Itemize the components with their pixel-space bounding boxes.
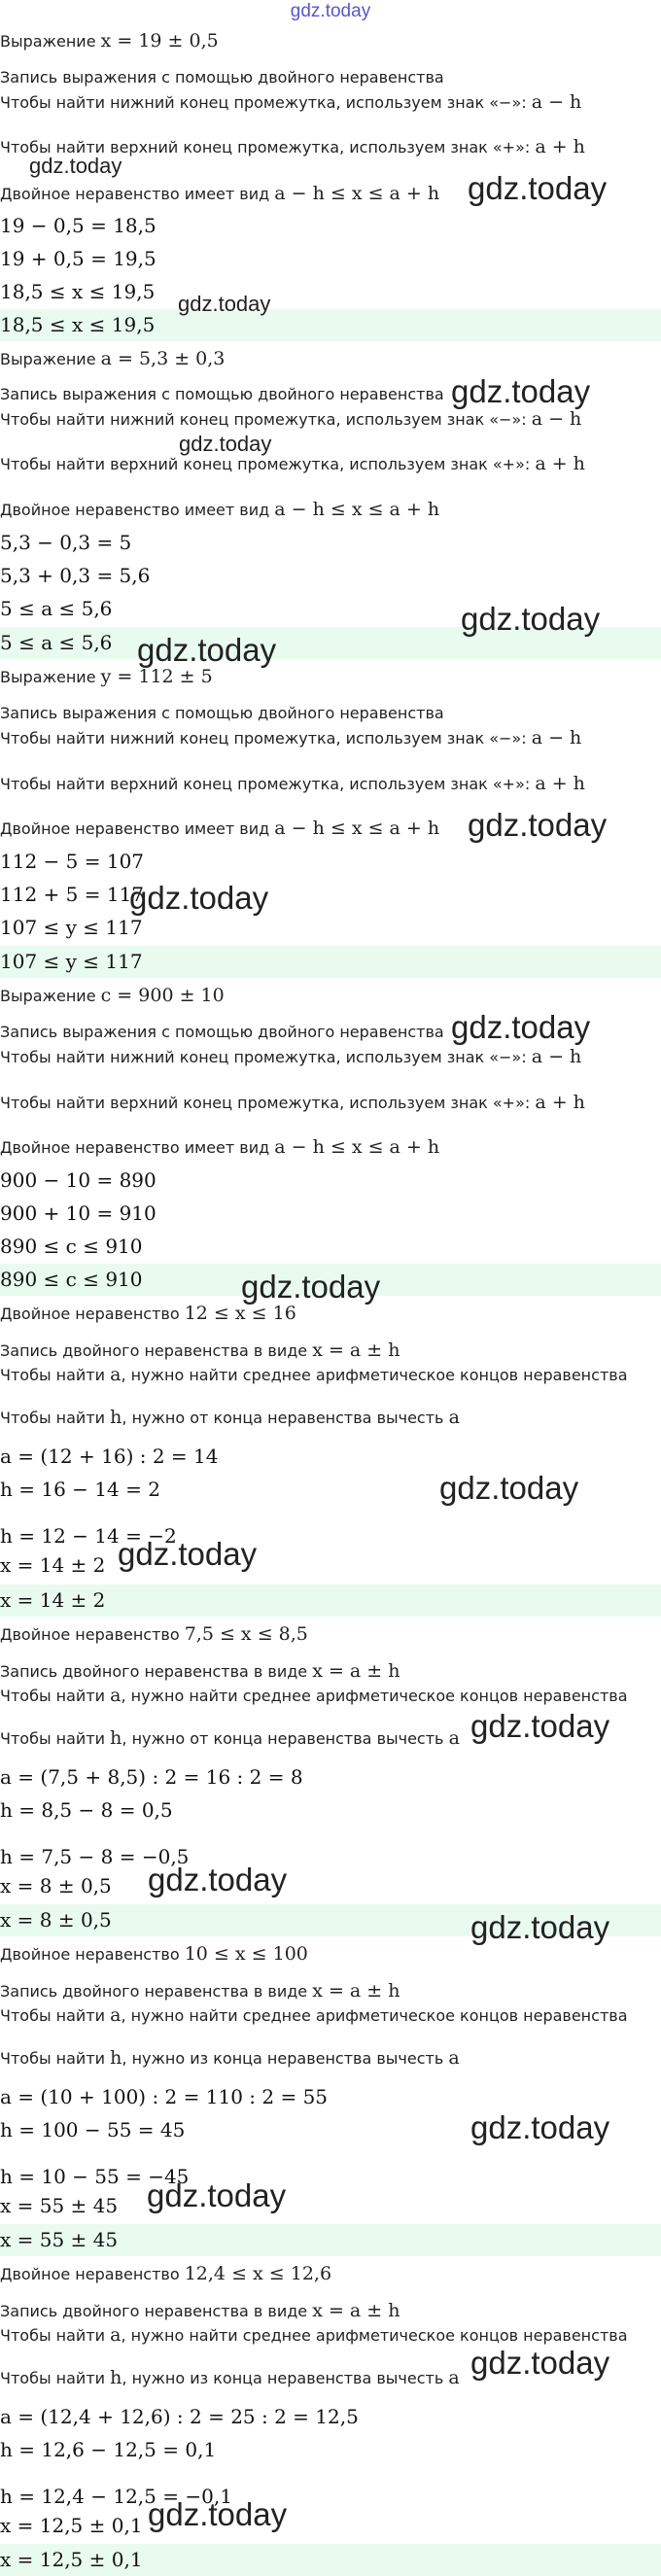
text-line <box>0 770 585 798</box>
math-line <box>0 914 143 941</box>
line-text: Запись выражения с помощью двойного неравенства <box>0 385 444 403</box>
line-text: a = (7,5 + 8,5) : 2 = 16 : 2 = 8 <box>0 1765 303 1789</box>
math-expression: a − h ≤ x ≤ a + h <box>274 499 440 520</box>
math-expression: x = 19 ± 0,5 <box>100 30 219 52</box>
line-text: Двойное неравенство имеет вид <box>0 819 275 838</box>
math-line <box>0 1200 157 1227</box>
math-expression: x = a ± h <box>312 1980 400 2002</box>
math-expression: a − h ≤ x ≤ a + h <box>274 183 440 204</box>
line-text: Двойное неравенство <box>0 1305 185 1323</box>
line-text: Чтобы найти верхний конец промежутка, используем знак «+»: <box>0 775 536 793</box>
watermark: gdz.today <box>179 432 272 456</box>
text-line <box>0 2364 460 2392</box>
math-line <box>0 212 157 239</box>
math-expression: a <box>448 1407 460 1428</box>
answer-text: 107 ≤ y ≤ 117 <box>0 950 143 973</box>
watermark: gdz.today <box>439 1470 579 1506</box>
math-line <box>0 1233 143 1260</box>
line-text: Чтобы найти верхний конец промежутка, используем знак «+»: <box>0 1094 536 1112</box>
watermark: gdz.today <box>470 1708 610 1744</box>
text-line <box>0 2260 331 2288</box>
text-line <box>0 700 444 727</box>
math-line <box>0 245 157 272</box>
text-line <box>0 27 219 55</box>
text-line <box>0 1940 308 1968</box>
math-line <box>0 2512 143 2539</box>
watermark: gdz.today <box>470 2109 610 2145</box>
math-expression: a <box>110 1685 122 1706</box>
math-expression: a <box>110 2004 122 2026</box>
text-line <box>0 345 225 373</box>
answer-text: x = 55 ± 45 <box>0 2228 119 2251</box>
line-text: 900 + 10 = 910 <box>0 1201 157 1225</box>
text-line <box>0 1043 581 1071</box>
text-line <box>0 724 581 752</box>
math-line <box>0 1166 157 1194</box>
text-line <box>0 1019 444 1046</box>
math-expression: 10 ≤ x ≤ 100 <box>184 1943 308 1965</box>
line-text: Двойное неравенство имеет вид <box>0 501 275 519</box>
math-expression: x = a ± h <box>312 1660 400 1682</box>
watermark: gdz.today <box>137 632 277 668</box>
math-expression: h <box>110 1407 122 1428</box>
line-text: h = 7,5 − 8 = −0,5 <box>0 1845 190 1868</box>
text-line <box>0 133 585 161</box>
line-text: Запись двойного неравенства в виде <box>0 1341 313 1360</box>
math-expression: a <box>448 1727 460 1749</box>
line-text: a = (12 + 16) : 2 = 14 <box>0 1445 219 1468</box>
text-line <box>0 1620 308 1649</box>
math-line <box>0 2403 359 2430</box>
line-text: Чтобы найти <box>0 2049 111 2068</box>
watermark: gdz.today <box>468 807 608 843</box>
line-text: x = 12,5 ± 0,1 <box>0 2514 143 2537</box>
watermark: gdz.today <box>468 170 608 206</box>
line-text: Запись выражения с помощью двойного неравенства <box>0 1023 444 1041</box>
math-line <box>0 2436 216 2463</box>
line-text: Чтобы найти <box>0 2326 111 2345</box>
math-line <box>0 2163 189 2190</box>
math-expression: c = 900 ± 10 <box>100 985 225 1006</box>
answer-highlight <box>0 2544 661 2576</box>
watermark: gdz.today <box>451 1009 591 1045</box>
math-line <box>0 595 112 622</box>
line-text: a = (10 + 100) : 2 = 110 : 2 = 55 <box>0 2085 329 2108</box>
text-line <box>0 2321 628 2350</box>
line-text: h = 16 − 14 = 2 <box>0 1478 160 1501</box>
math-line <box>0 529 131 556</box>
watermark: gdz.today <box>461 601 601 637</box>
math-line <box>0 881 144 908</box>
line-text: h = 10 − 55 = −45 <box>0 2165 190 2188</box>
line-text: , нужно из конца неравенства вычесть <box>122 2369 449 2387</box>
line-text: , нужно от конца неравенства вычесть <box>122 1409 449 1427</box>
line-text: , нужно из конца неравенства вычесть <box>122 2049 449 2068</box>
math-expression: a − h <box>531 408 582 430</box>
text-line <box>0 180 439 208</box>
line-text: Чтобы найти <box>0 1687 111 1705</box>
answer-text: 18,5 ≤ x ≤ 19,5 <box>0 313 156 336</box>
math-expression: a <box>110 2324 122 2346</box>
watermark: gdz.today <box>451 373 591 409</box>
text-line <box>0 982 225 1010</box>
line-text: x = 55 ± 45 <box>0 2194 119 2217</box>
line-text: Чтобы найти нижний конец промежутка, используем знак «−»: <box>0 729 532 748</box>
line-text: 5,3 + 0,3 = 5,6 <box>0 564 151 587</box>
answer-text: x = 8 ± 0,5 <box>0 1908 112 1932</box>
math-expression: a + h <box>535 1092 585 1113</box>
math-expression: a <box>448 2367 460 2388</box>
math-line <box>0 2192 118 2219</box>
math-line <box>0 1551 105 1579</box>
line-text: 5,3 − 0,3 = 5 <box>0 531 132 554</box>
math-expression: 12 ≤ x ≤ 16 <box>184 1303 296 1324</box>
line-text: h = 12 − 14 = −2 <box>0 1524 177 1548</box>
line-text: , нужно найти среднее арифметическое концов неравенства <box>121 1687 628 1705</box>
line-text: , нужно от конца неравенства вычесть <box>122 1729 449 1748</box>
line-text: Чтобы найти <box>0 1366 111 1384</box>
line-text: Двойное неравенство <box>0 1945 185 1964</box>
answer-highlight <box>0 1264 661 1296</box>
watermark: gdz.today <box>147 2177 287 2213</box>
math-expression: h <box>110 2047 122 2069</box>
math-line <box>0 848 144 875</box>
line-text: Чтобы найти нижний конец промежутка, используем знак «−»: <box>0 1048 532 1066</box>
line-text: Выражение <box>0 350 101 368</box>
line-text: h = 12,4 − 12,5 = −0,1 <box>0 2485 232 2508</box>
watermark: gdz.today <box>241 1269 381 1305</box>
line-text: 107 ≤ y ≤ 117 <box>0 916 143 939</box>
math-expression: a − h ≤ x ≤ a + h <box>274 818 440 839</box>
watermark: gdz.today <box>178 292 271 316</box>
text-line <box>0 496 439 524</box>
answer-highlight <box>0 2224 661 2256</box>
line-text: h = 8,5 − 8 = 0,5 <box>0 1798 173 1822</box>
text-line <box>0 1089 585 1117</box>
line-text: Чтобы найти верхний конец промежутка, используем знак «+»: <box>0 138 536 157</box>
line-text: Запись двойного неравенства в виде <box>0 1982 313 2001</box>
math-expression: 12,4 ≤ x ≤ 12,6 <box>184 2263 332 2284</box>
math-expression: a − h ≤ x ≤ a + h <box>274 1136 440 1158</box>
math-line <box>0 562 150 589</box>
line-text: Выражение <box>0 32 101 51</box>
line-text: , нужно найти среднее арифметическое концов неравенства <box>121 2326 628 2345</box>
watermark: gdz.today <box>470 1909 610 1945</box>
line-text: Чтобы найти <box>0 1409 111 1427</box>
line-text: 18,5 ≤ x ≤ 19,5 <box>0 280 156 303</box>
math-line <box>0 2116 185 2143</box>
math-line <box>0 1476 160 1503</box>
text-line <box>0 381 444 408</box>
text-line <box>0 663 213 691</box>
text-line <box>0 405 581 434</box>
line-text: Двойное неравенство имеет вид <box>0 185 275 203</box>
text-line <box>0 2044 460 2072</box>
watermark: gdz.today <box>148 2496 288 2532</box>
line-text: Выражение <box>0 987 101 1005</box>
math-expression: a + h <box>535 453 585 474</box>
text-line <box>0 1133 439 1162</box>
line-text: 112 − 5 = 107 <box>0 850 145 873</box>
line-text: Двойное неравенство <box>0 1625 185 1644</box>
line-text: Запись двойного неравенства в виде <box>0 2302 313 2320</box>
line-text: Запись выражения с помощью двойного неравенства <box>0 68 444 87</box>
line-text: , нужно найти среднее арифметическое концов неравенства <box>121 2006 628 2025</box>
answer-text: x = 12,5 ± 0,1 <box>0 2548 143 2571</box>
math-expression: a = 5,3 ± 0,3 <box>100 348 226 369</box>
text-line <box>0 1361 628 1389</box>
line-text: Чтобы найти <box>0 2006 111 2025</box>
watermark: gdz.today <box>29 154 122 178</box>
math-expression: a <box>110 1364 122 1385</box>
math-line <box>0 1522 177 1549</box>
answer-highlight <box>0 1904 661 1936</box>
line-text: 900 − 10 = 890 <box>0 1168 157 1192</box>
line-text: 19 + 0,5 = 19,5 <box>0 247 157 270</box>
line-text: h = 12,6 − 12,5 = 0,1 <box>0 2438 217 2461</box>
answer-text: 890 ≤ c ≤ 910 <box>0 1268 143 1291</box>
line-text: x = 8 ± 0,5 <box>0 1874 112 1897</box>
line-text: x = 14 ± 2 <box>0 1553 106 1577</box>
answer-text: x = 14 ± 2 <box>0 1588 106 1612</box>
math-line <box>0 1443 218 1470</box>
answer-highlight <box>0 1584 661 1617</box>
math-line <box>0 278 155 305</box>
line-text: 890 ≤ c ≤ 910 <box>0 1235 143 1258</box>
text-line <box>0 88 581 117</box>
answer-text: 5 ≤ a ≤ 5,6 <box>0 631 113 654</box>
math-line <box>0 2483 232 2510</box>
math-expression: a <box>448 2047 460 2069</box>
site-logo[interactable]: gdz.today <box>290 1 371 21</box>
math-expression: y = 112 ± 5 <box>100 666 213 687</box>
math-expression: h <box>110 2367 122 2388</box>
watermark: gdz.today <box>118 1536 258 1572</box>
answer-highlight <box>0 946 661 978</box>
line-text: a = (12,4 + 12,6) : 2 = 25 : 2 = 12,5 <box>0 2405 359 2428</box>
watermark: gdz.today <box>129 880 269 916</box>
math-line <box>0 1843 189 1870</box>
line-text: 5 ≤ a ≤ 5,6 <box>0 597 113 620</box>
line-text: Запись двойного неравенства в виде <box>0 1662 313 1681</box>
text-line <box>0 815 439 843</box>
line-text: Чтобы найти нижний конец промежутка, используем знак «−»: <box>0 410 532 429</box>
math-expression: a − h <box>531 727 582 748</box>
line-text: Чтобы найти нижний конец промежутка, используем знак «−»: <box>0 93 532 112</box>
math-expression: 7,5 ≤ x ≤ 8,5 <box>184 1623 308 1645</box>
math-expression: a − h <box>531 1046 582 1067</box>
math-expression: x = a ± h <box>312 2300 400 2321</box>
text-line <box>0 1724 460 1753</box>
line-text: Чтобы найти <box>0 1729 111 1748</box>
line-text: Двойное неравенство имеет вид <box>0 1138 275 1157</box>
math-expression: h <box>110 1727 122 1749</box>
math-expression: x = a ± h <box>312 1340 400 1361</box>
math-line <box>0 2083 328 2110</box>
math-line <box>0 1872 112 1899</box>
math-expression: a + h <box>535 773 585 794</box>
watermark: gdz.today <box>470 2345 610 2381</box>
text-line <box>0 1682 628 1710</box>
answer-highlight <box>0 309 661 341</box>
math-expression: a + h <box>535 136 585 157</box>
line-text: 112 + 5 = 117 <box>0 883 145 906</box>
line-text: Запись выражения с помощью двойного неравенства <box>0 704 444 722</box>
line-text: , нужно найти среднее арифметическое концов неравенства <box>121 1366 628 1384</box>
line-text: h = 100 − 55 = 45 <box>0 2118 186 2141</box>
math-expression: a − h <box>531 91 582 113</box>
line-text: Чтобы найти верхний конец промежутка, используем знак «+»: <box>0 455 536 473</box>
math-line <box>0 1763 303 1791</box>
text-line <box>0 64 444 91</box>
text-line <box>0 450 585 478</box>
text-line <box>0 1300 296 1328</box>
line-text: Двойное неравенство <box>0 2265 185 2283</box>
text-line <box>0 2002 628 2030</box>
line-text: Чтобы найти <box>0 2369 111 2387</box>
watermark: gdz.today <box>148 1862 288 1897</box>
answer-highlight <box>0 627 661 659</box>
text-line <box>0 1404 460 1432</box>
line-text: 19 − 0,5 = 18,5 <box>0 214 157 237</box>
line-text: Выражение <box>0 668 101 686</box>
math-line <box>0 1796 173 1824</box>
